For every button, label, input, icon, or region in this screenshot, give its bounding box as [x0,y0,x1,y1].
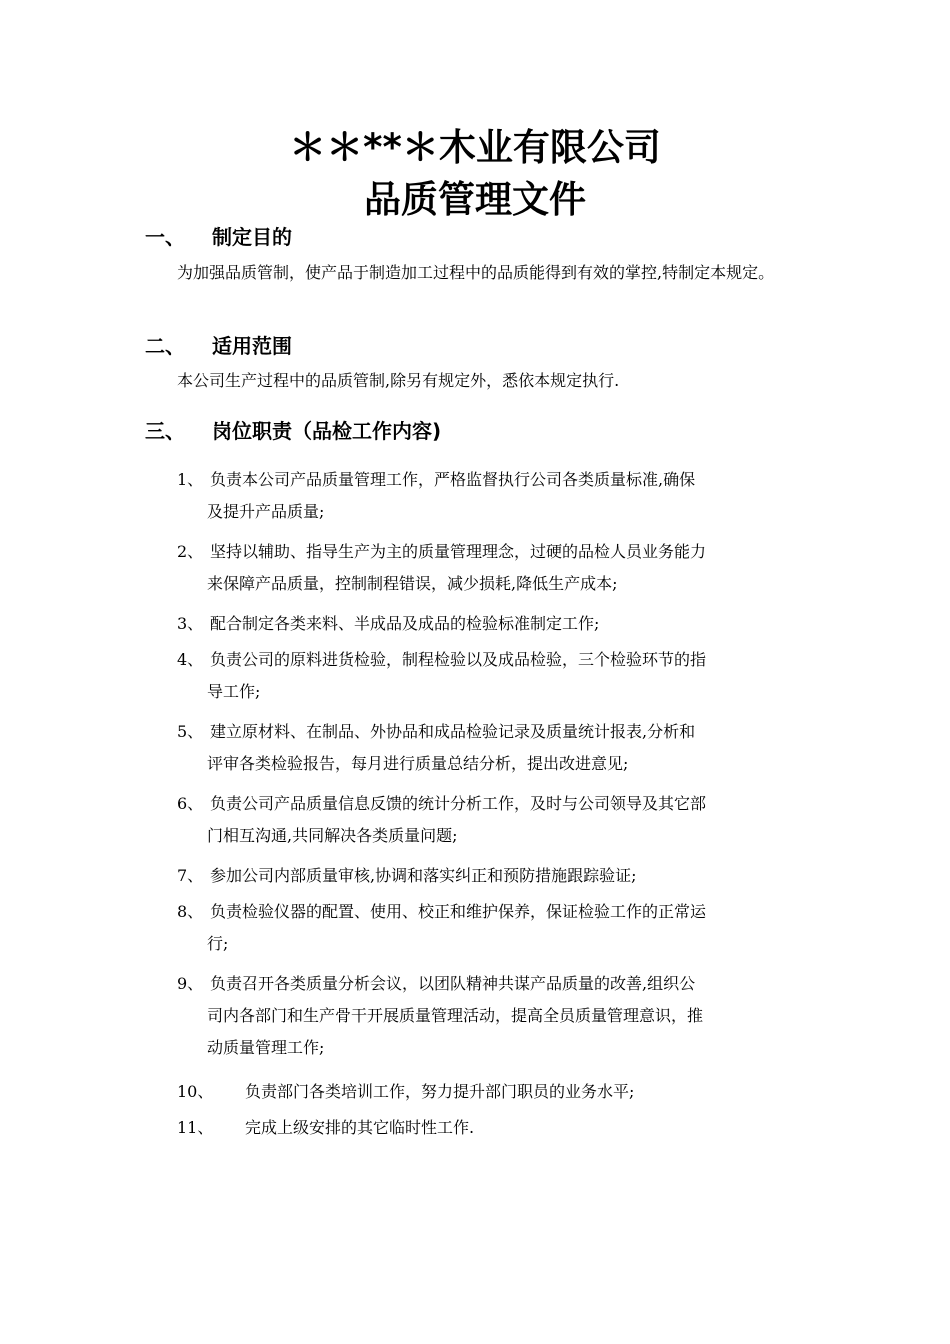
section-heading-1 [145,222,292,252]
list-item [177,644,807,708]
list-item-number: 3、 [177,614,204,633]
section-number: 三、 [145,419,185,443]
list-item-number: 8、 [177,902,204,921]
list-item-text-cont: 门相互沟通,共同解决各类质量问题; [207,826,458,845]
section-title: 适用范围 [212,334,292,358]
list-item-text: 负责召开各类质量分析会议，以团队精神共谋产品质量的改善,组织公 [210,974,696,993]
list-item-number: 5、 [177,722,204,741]
list-item [177,1076,807,1108]
section-body-1: 为加强品质管制，使产品于制造加工过程中的品质能得到有效的掌控,特制定本规定。 [177,263,775,282]
company-title: ＊＊**＊木业有限公司 [289,126,661,169]
list-item-text: 负责部门各类培训工作，努力提升部门职员的业务水平; [245,1082,635,1101]
section-number: 一、 [145,225,185,249]
section-body-2: 本公司生产过程中的品质管制,除另有规定外，悉依本规定执行. [177,371,620,390]
list-item [177,608,807,640]
list-item [177,896,807,960]
list-item [177,1112,807,1144]
list-item-number: 11、 [177,1118,214,1137]
list-item-text-cont: 动质量管理工作; [207,1038,325,1057]
list-item-number: 9、 [177,974,204,993]
list-item-text: 负责本公司产品质量管理工作，严格监督执行公司各类质量标准,确保 [210,470,696,489]
list-item [177,716,807,780]
list-item-text: 参加公司内部质量审核,协调和落实纠正和预防措施跟踪验证; [210,866,637,885]
section-number: 二、 [145,334,185,358]
list-item-text: 负责公司产品质量信息反馈的统计分析工作，及时与公司领导及其它部 [210,794,707,813]
list-item-number: 1、 [177,470,204,489]
list-item-text-cont: 导工作; [207,682,261,701]
section-heading-2 [145,331,292,361]
list-item [177,968,807,1064]
list-item-text: 建立原材料、在制品、外协品和成品检验记录及质量统计报表,分析和 [210,722,696,741]
list-item-number: 7、 [177,866,204,885]
list-item-text: 配合制定各类来料、半成品及成品的检验标准制定工作; [210,614,600,633]
list-item [177,536,807,600]
list-item-number: 4、 [177,650,204,669]
section-title: 岗位职责（品检工作内容) [212,419,442,443]
list-item [177,464,807,528]
section-heading-3 [145,416,441,446]
list-item-text: 完成上级安排的其它临时性工作. [245,1118,475,1137]
list-item-text: 负责检验仪器的配置、使用、校正和维护保养，保证检验工作的正常运 [210,902,707,921]
list-item-text-cont: 行; [207,934,229,953]
list-item-text-cont: 及提升产品质量; [207,502,325,521]
list-item-text: 负责公司的原料进货检验，制程检验以及成品检验，三个检验环节的指 [210,650,707,669]
list-item [177,788,807,852]
list-item-text-cont: 司内各部门和生产骨干开展质量管理活动，提高全员质量管理意识，推 [207,1006,704,1025]
list-item-number: 6、 [177,794,204,813]
document-title: 品质管理文件 [364,178,586,221]
list-item-number: 2、 [177,542,204,561]
list-item-text-cont: 评审各类检验报告，每月进行质量总结分析，提出改进意见; [207,754,629,773]
list-item-number: 10、 [177,1082,214,1101]
list-item-text: 坚持以辅助、指导生产为主的质量管理理念，过硬的品检人员业务能力 [210,542,707,561]
list-item [177,860,807,892]
section-title: 制定目的 [212,225,292,249]
list-item-text-cont: 来保障产品质量，控制制程错误，减少损耗,降低生产成本; [207,574,618,593]
